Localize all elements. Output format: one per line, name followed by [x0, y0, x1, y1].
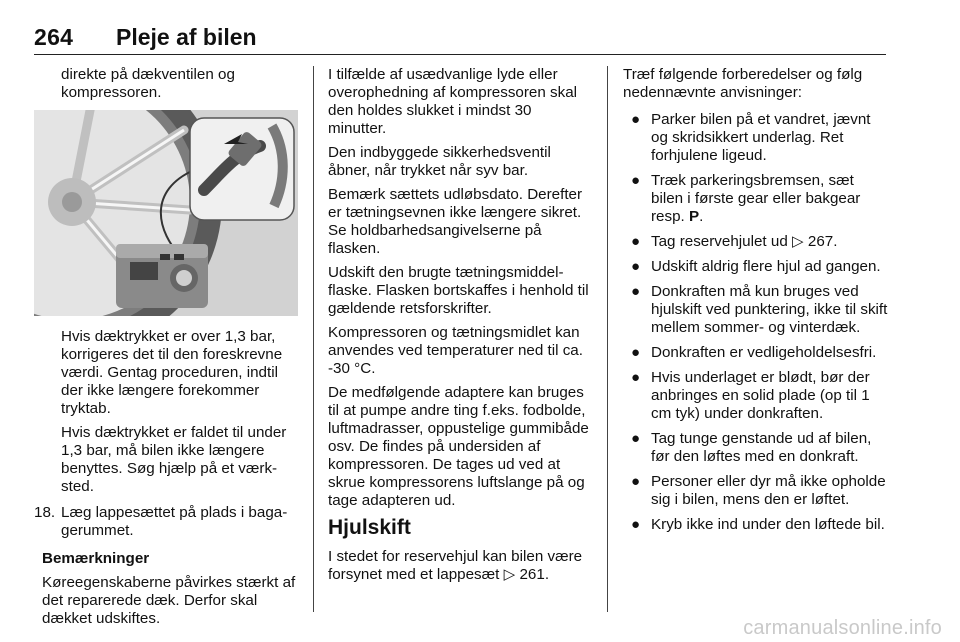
list-item: ● Parker bilen på et vandret, jævnt og skridsikkert underlag. Ret forhjulene ligeud.: [631, 111, 871, 164]
paragraph-adapters: De medfølgende adaptere kan bruges til at pumpe andre ting f.eks. fodbolde, luftmadrasser, oppustelige gummibåde osv. De findes på undersiden af kompressoren. De tages ud ved at skrue kompressorens luftslange på og tage adapteren ud.: [328, 384, 589, 509]
note-heading: Bemærkninger: [42, 550, 150, 567]
column-divider: [607, 66, 608, 612]
list-item: ● Træk parkeringsbremsen, sæt bilen i første gear eller bakgear resp. P.: [631, 172, 861, 225]
bullet-icon: ●: [631, 344, 641, 361]
list-item: ● Personer eller dyr må ikke opholde sig i bilen, mens den er løftet.: [631, 473, 886, 508]
bullet-icon: ●: [631, 233, 641, 250]
bullet-icon: ●: [631, 473, 641, 490]
list-item: ● Donkraften er vedligeholdelsesfri.: [631, 344, 877, 361]
bullet-icon: ●: [631, 111, 641, 128]
bullet-icon: ●: [631, 430, 641, 447]
paragraph-pressure-over: Hvis dæktrykket er over 1,3 bar, korrigeres det til den foreskrevne værdi. Gentag proceduren, indtil der ikke længere forekommer tryktab.: [61, 328, 283, 417]
compressor-illustration: [34, 110, 298, 316]
bullet-icon: ●: [631, 369, 641, 386]
list-item: ● Tag tunge genstande ud af bilen, før den løftes med en donkraft.: [631, 430, 872, 465]
intro-text: direkte på dækventilen og kompressoren.: [61, 66, 235, 101]
list-item: ● Hvis underlaget er blødt, bør der anbringes en solid plade (op til 1 cm tyk) under donkraften.: [631, 369, 870, 422]
gear-letter: P: [688, 208, 700, 225]
list-item: ● Kryb ikke ind under den løftede bil.: [631, 516, 885, 533]
precaution-list: [623, 111, 888, 534]
column-left: [34, 66, 300, 634]
paragraph-replace-bottle: Udskift den brugte tætningsmiddelflaske. Flasken bortskaffes i henhold til gældende retsforskrifter.: [328, 264, 589, 317]
section-heading: Hjulskift: [328, 516, 411, 539]
paragraph-safety-valve: Den indbyggede sikkerhedsventil åbner, når trykket når syv bar.: [328, 144, 551, 179]
list-item: ● Tag reservehjulet ud ▷ 267.: [631, 233, 838, 250]
step-18: [34, 504, 300, 540]
column-middle: [328, 66, 593, 590]
paragraph-temperature: Kompressoren og tætningsmidlet kan anvendes ved temperaturer ned til ca. -30 °C.: [328, 324, 583, 377]
page-number: 264: [34, 24, 74, 50]
bullet-icon: ●: [631, 283, 641, 300]
list-item: ● Udskift aldrig flere hjul ad gangen.: [631, 258, 881, 275]
step-number: 18.: [34, 504, 56, 521]
column-right: [623, 66, 888, 541]
step-text: Læg lappesættet på plads i bagagerummet.: [61, 504, 288, 539]
bullet-icon: ●: [631, 258, 641, 275]
paragraph-pressure-under: Hvis dæktrykket er faldet til under 1,3 bar, må bilen ikke længere benyttes. Søg hjælp på et værksted.: [61, 424, 287, 495]
page-title: Pleje af bilen: [116, 24, 257, 50]
intro-text: Træf følgende forberedelser og følg nedennævnte anvisninger:: [623, 66, 863, 101]
note-text: Køreegenskaberne påvirkes stærkt af det reparerede dæk. Derfor skal dækket udskiftes.: [42, 574, 296, 627]
column-divider: [313, 66, 314, 612]
page-header: [34, 24, 886, 55]
bullet-icon: ●: [631, 172, 641, 189]
paragraph-noise: I tilfælde af usædvanlige lyde eller overophedning af kompressoren skal den holdes slukket i mindst 30 minutter.: [328, 66, 578, 137]
bullet-icon: ●: [631, 516, 641, 533]
list-item: ● Donkraften må kun bruges ved hjulskift ved punktering, ikke til skift mellem sommer- og vinterdæk.: [631, 283, 888, 336]
paragraph-expiry: Bemærk sættets udløbsdato. Derefter er tætningsevnen ikke længere sikret. Se holdbarhedsangivelserne på flasken.: [328, 186, 583, 257]
watermark: carmanualsonline.info: [743, 617, 942, 639]
paragraph-repair-kit: I stedet for reservehjul kan bilen være forsynet med et lappesæt ▷ 261.: [328, 548, 583, 583]
